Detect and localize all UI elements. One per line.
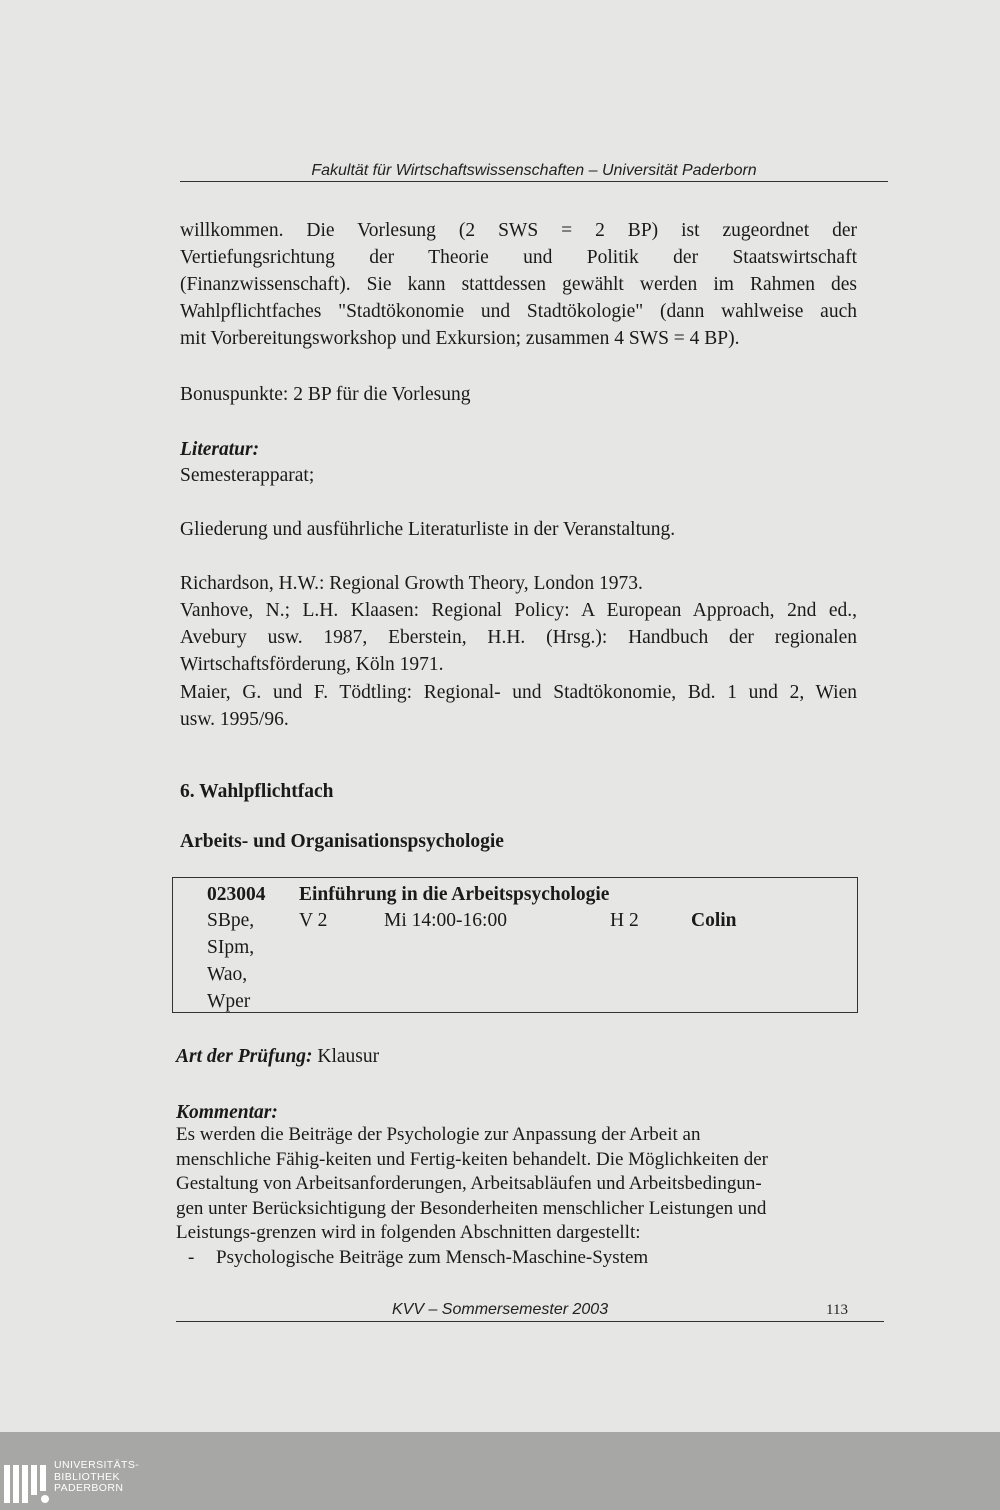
library-line: BIBLIOTHEK (54, 1470, 120, 1483)
section-heading: 6. Wahlpflichtfach (180, 781, 334, 802)
course-number: 023004 (207, 884, 266, 905)
comment-line: Es werden die Beiträge der Psychologie zur Anpassung der Arbeit an (176, 1124, 701, 1145)
literature-semester: Semesterapparat; (180, 465, 315, 486)
reference-line: Wirtschaftsförderung, Köln 1971. (180, 654, 444, 675)
exam-label: Art der Prüfung: (176, 1046, 313, 1067)
running-header: Fakultät für Wirtschaftswissenschaften – Universität Paderborn (311, 162, 757, 179)
course-time: Mi 14:00-16:00 (384, 910, 507, 931)
reference-line: Maier, G. und F. Tödtling: Regional- und Stadtökonomie, Bd. 1 und 2, Wien (180, 682, 857, 703)
comment-line: gen unter Berücksichtigung der Besonderheiten menschlicher Leistungen und (176, 1197, 767, 1219)
course-code: SIpm, (207, 937, 255, 958)
reference-maier (180, 679, 857, 733)
library-logo-icon (4, 1465, 48, 1503)
intro-line: (Finanzwissenschaft). Sie kann stattdessen gewählt werden im Rahmen des (180, 274, 857, 295)
comment-heading: Kommentar: (176, 1102, 278, 1123)
reference-vanhove (180, 597, 857, 678)
comment-text (176, 1123, 836, 1270)
bonus-points: Bonuspunkte: 2 BP für die Vorlesung (180, 384, 471, 405)
course-lecturer: Colin (691, 910, 737, 931)
course-code: SBpe, (207, 910, 255, 931)
page-number: 113 (826, 1302, 848, 1318)
reference-richardson: Richardson, H.W.: Regional Growth Theory, London 1973. (180, 573, 643, 594)
intro-line: Wahlpflichtfaches "Stadtökonomie und Stadtökologie" (dann wahlweise auch (180, 301, 857, 322)
section-subheading: Arbeits- und Organisationspsychologie (180, 831, 504, 852)
intro-line: mit Vorbereitungsworkshop und Exkursion; zusammen 4 SWS = 4 BP). (180, 328, 740, 349)
course-room: H 2 (610, 910, 639, 931)
comment-line: Gestaltung von Arbeitsanforderungen, Arbeitsabläufen und Arbeitsbedingun- (176, 1173, 762, 1194)
comment-line: Leistungs-grenzen wird in folgenden Abschnitten dargestellt: (176, 1222, 641, 1243)
course-code: Wao, (207, 964, 248, 985)
footer-rule (176, 1321, 884, 1322)
intro-line: Vertiefungsrichtung der Theorie und Politik der Staatswirtschaft (180, 247, 857, 268)
library-line: PADERBORN (54, 1482, 124, 1494)
reference-line: usw. 1995/96. (180, 709, 289, 730)
comment-bullet (176, 1246, 836, 1271)
exam-value: Klausur (317, 1046, 380, 1067)
comment-line: menschliche Fähig-keiten und Fertig-keiten behandelt. Die Möglichkeiten der (176, 1148, 768, 1170)
literature-heading: Literatur: (180, 439, 260, 460)
course-title: Einführung in die Arbeitspsychologie (299, 884, 610, 905)
library-name (54, 1460, 139, 1495)
reference-line: Avebury usw. 1987, Eberstein, H.H. (Hrsg.): Handbuch der regionalen (180, 627, 857, 648)
literature-structure: Gliederung und ausführliche Literaturliste in der Veranstaltung. (180, 519, 676, 540)
exam-type (176, 1043, 379, 1070)
library-strip (0, 1432, 1000, 1510)
intro-paragraph (180, 217, 857, 352)
header-rule (180, 181, 888, 182)
intro-line: willkommen. Die Vorlesung (2 SWS = 2 BP) ist zugeordnet der (180, 220, 857, 241)
course-type: V 2 (299, 910, 328, 931)
running-footer: KVV – Sommersemester 2003 (392, 1301, 609, 1318)
reference-line: Vanhove, N.; L.H. Klaasen: Regional Policy: A European Approach, 2nd ed., (180, 600, 857, 621)
course-code: Wper (207, 991, 251, 1012)
bullet-text: Psychologische Beiträge zum Mensch-Maschine-System (216, 1246, 649, 1268)
library-line: UNIVERSITÄTS- (54, 1459, 140, 1471)
bullet-marker: - (188, 1246, 195, 1268)
